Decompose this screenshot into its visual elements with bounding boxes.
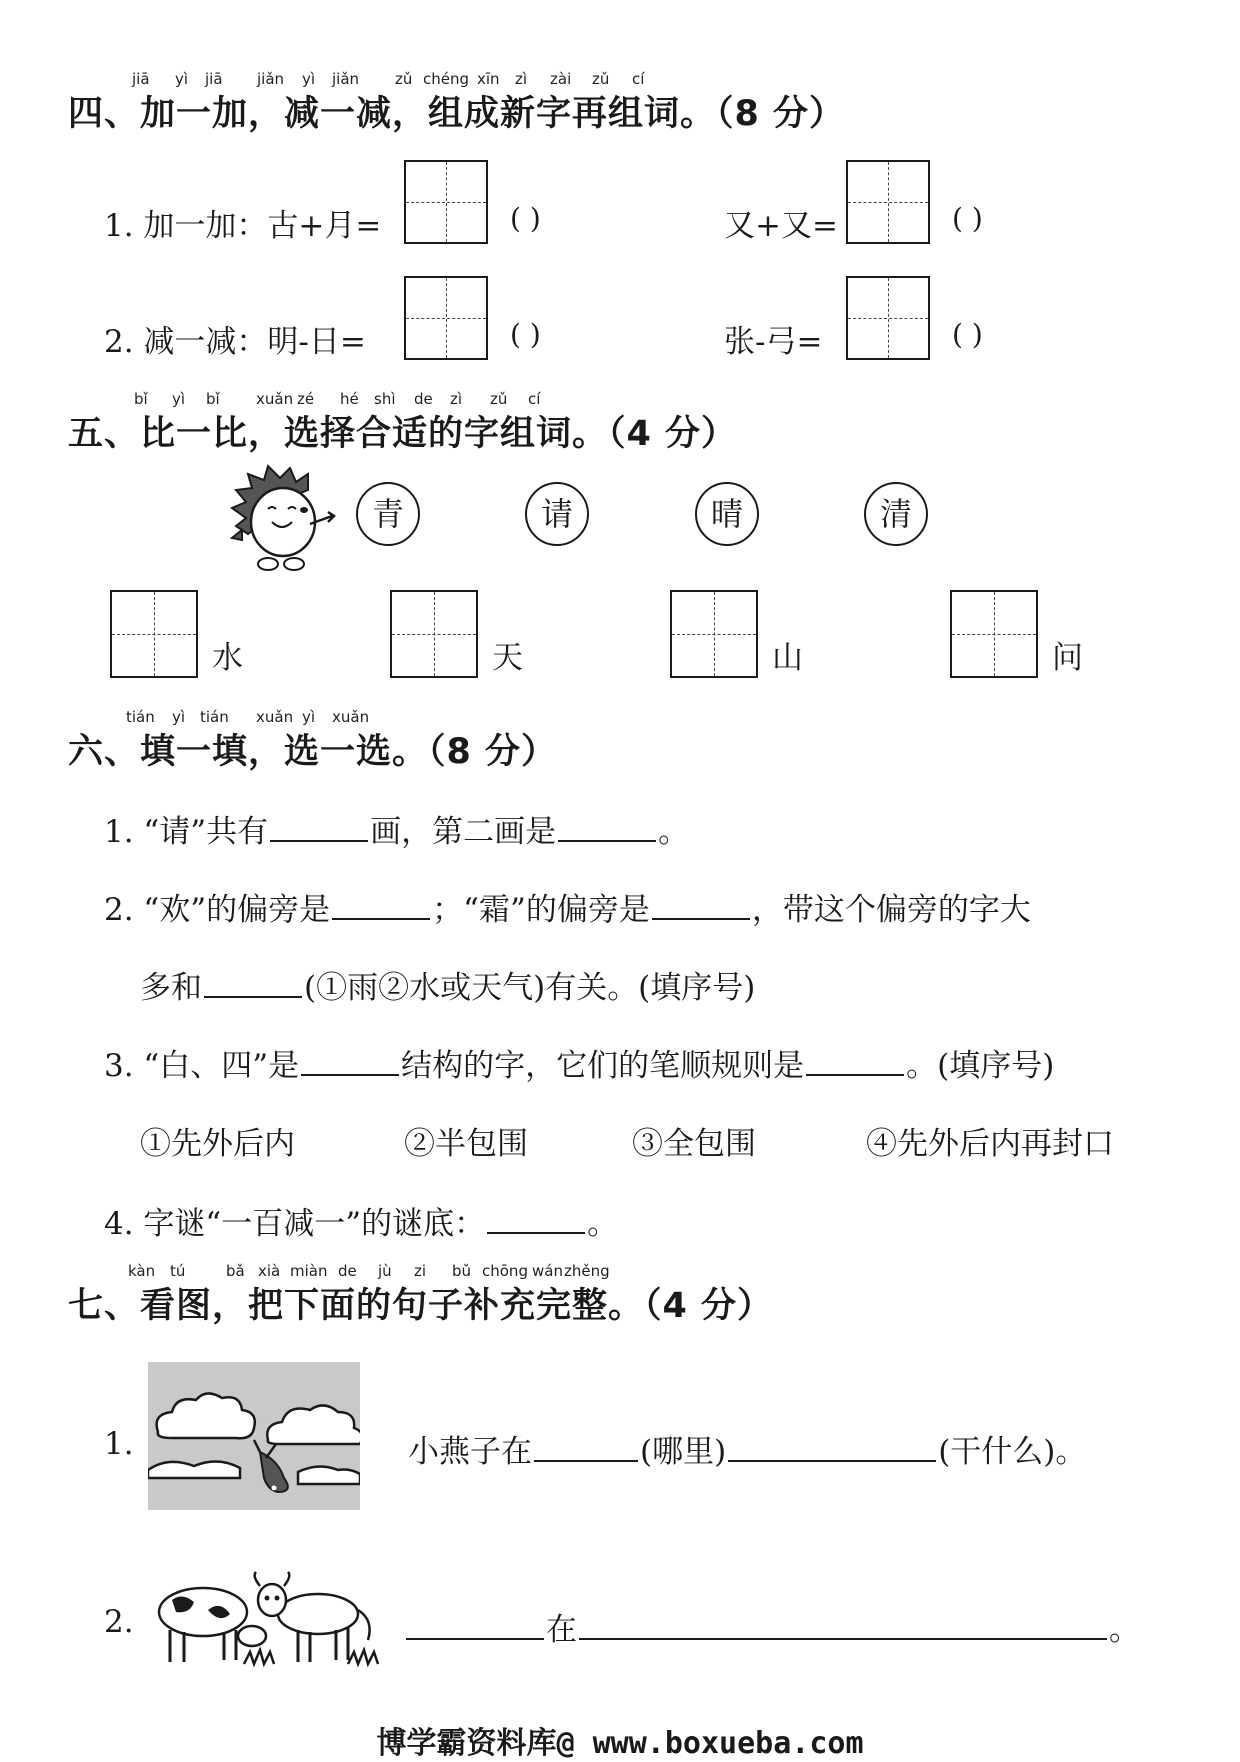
answer-blank[interactable] [558, 814, 656, 842]
pinyin: tián [200, 708, 229, 726]
question-line: 3. “白、四”是 结构的字，它们的笔顺规则是 。(填序号) [104, 1048, 1055, 1084]
answer-paren[interactable]: ( ) [510, 318, 541, 351]
pinyin: de [338, 1262, 357, 1280]
pinyin: chōng [482, 1262, 528, 1280]
answer-blank[interactable] [301, 1048, 399, 1076]
pinyin: xuǎn [256, 390, 294, 408]
pinyin: bǎ [226, 1262, 245, 1280]
answer-box[interactable] [950, 590, 1038, 678]
answer-blank[interactable] [806, 1048, 904, 1076]
answer-box[interactable] [404, 276, 488, 360]
answer-box[interactable] [846, 160, 930, 244]
answer-blank[interactable] [487, 1206, 585, 1234]
swallow-picture [148, 1362, 360, 1510]
pinyin: de [414, 390, 433, 408]
question-label: 张-弓= [724, 324, 823, 360]
question-label: 又+又= [724, 208, 838, 244]
answer-blank[interactable] [579, 1612, 1107, 1640]
answer-box[interactable] [670, 590, 758, 678]
pinyin: zǔ [490, 390, 508, 408]
pinyin: zǔ [395, 70, 413, 88]
answer-box[interactable] [390, 590, 478, 678]
pinyin: zé [297, 390, 315, 408]
answer-box[interactable] [404, 160, 488, 244]
pinyin: jiǎn [257, 70, 285, 88]
answer-box[interactable] [846, 276, 930, 360]
section-title: 四、加一加，减一减，组成新字再组词。（8 分） [68, 94, 846, 134]
cows-picture [148, 1570, 394, 1670]
question-line: 4. 字谜“一百减一”的谜底： 。 [104, 1206, 619, 1242]
pinyin: jù [378, 1262, 392, 1280]
question-number: 1. [104, 1426, 134, 1462]
pinyin: miàn [290, 1262, 328, 1280]
pinyin: zǔ [592, 70, 610, 88]
pinyin: cí [528, 390, 541, 408]
pinyin: wán [532, 1262, 563, 1280]
question-label: 2. 减一减：明-日= [104, 324, 366, 360]
question-line: 2. “欢”的偏旁是 ；“霜”的偏旁是 ，带这个偏旁的字大 [104, 892, 1031, 928]
pinyin: bǔ [452, 1262, 472, 1280]
pinyin: bǐ [134, 390, 148, 408]
pinyin: yì [302, 708, 316, 726]
option: ②半包围 [404, 1126, 528, 1162]
pinyin: hé [340, 390, 359, 408]
answer-paren[interactable]: ( ) [952, 318, 983, 351]
question-line: 1. “请”共有 画，第二画是 。 [104, 814, 690, 850]
pinyin: jiǎn [332, 70, 360, 88]
choice-char: 清 [864, 482, 928, 546]
answer-blank[interactable] [652, 892, 750, 920]
pinyin: xuǎn [256, 708, 294, 726]
answer-blank[interactable] [332, 892, 430, 920]
word-char: 山 [772, 640, 803, 676]
answer-blank[interactable] [204, 970, 302, 998]
answer-paren[interactable]: ( ) [510, 202, 541, 235]
pinyin: zi [414, 1262, 427, 1280]
section-title: 六、填一填，选一选。（8 分） [68, 732, 558, 772]
pinyin: xuǎn [332, 708, 370, 726]
choice-char: 请 [525, 482, 589, 546]
pinyin: zì [450, 390, 463, 408]
pinyin: xīn [477, 70, 500, 88]
answer-blank[interactable] [270, 814, 368, 842]
word-char: 天 [492, 640, 523, 676]
pinyin: yì [172, 708, 186, 726]
pinyin: zhěng [564, 1262, 610, 1280]
hedgehog-illustration [228, 464, 338, 576]
pinyin: kàn [128, 1262, 156, 1280]
pinyin: yì [302, 70, 316, 88]
option: ③全包围 [632, 1126, 756, 1162]
footer-watermark: 博学霸资料库@ www.boxueba.com [376, 1726, 864, 1761]
choice-char: 晴 [695, 482, 759, 546]
question-number: 2. [104, 1604, 134, 1640]
word-char: 水 [212, 640, 243, 676]
word-char: 问 [1052, 640, 1083, 676]
option: ④先外后内再封口 [866, 1126, 1114, 1162]
pinyin: xià [258, 1262, 281, 1280]
pinyin: shì [374, 390, 396, 408]
pinyin: zì [515, 70, 528, 88]
pinyin: zài [550, 70, 572, 88]
pinyin: cí [632, 70, 645, 88]
answer-blank[interactable] [406, 1612, 544, 1640]
pinyin: tú [170, 1262, 186, 1280]
answer-blank[interactable] [728, 1434, 936, 1462]
pinyin: bǐ [206, 390, 220, 408]
answer-box[interactable] [110, 590, 198, 678]
section-title: 七、看图，把下面的句子补充完整。（4 分） [68, 1286, 774, 1326]
pinyin: yì [175, 70, 189, 88]
question-label: 1. 加一加：古+月= [104, 208, 382, 244]
section-title: 五、比一比，选择合适的字组词。（4 分） [68, 414, 738, 454]
question-line: 多和 (①雨②水或天气)有关。(填序号) [140, 970, 756, 1006]
pinyin: jiā [132, 70, 150, 88]
choice-char: 青 [356, 482, 420, 546]
question-line: 小燕子在 (哪里) (干什么)。 [408, 1434, 1087, 1470]
pinyin: chéng [423, 70, 470, 88]
answer-blank[interactable] [534, 1434, 638, 1462]
pinyin: yì [172, 390, 186, 408]
answer-paren[interactable]: ( ) [952, 202, 983, 235]
question-line: 在 。 [404, 1604, 1140, 1649]
pinyin: jiā [205, 70, 223, 88]
option: ①先外后内 [140, 1126, 295, 1162]
pinyin: tián [126, 708, 155, 726]
